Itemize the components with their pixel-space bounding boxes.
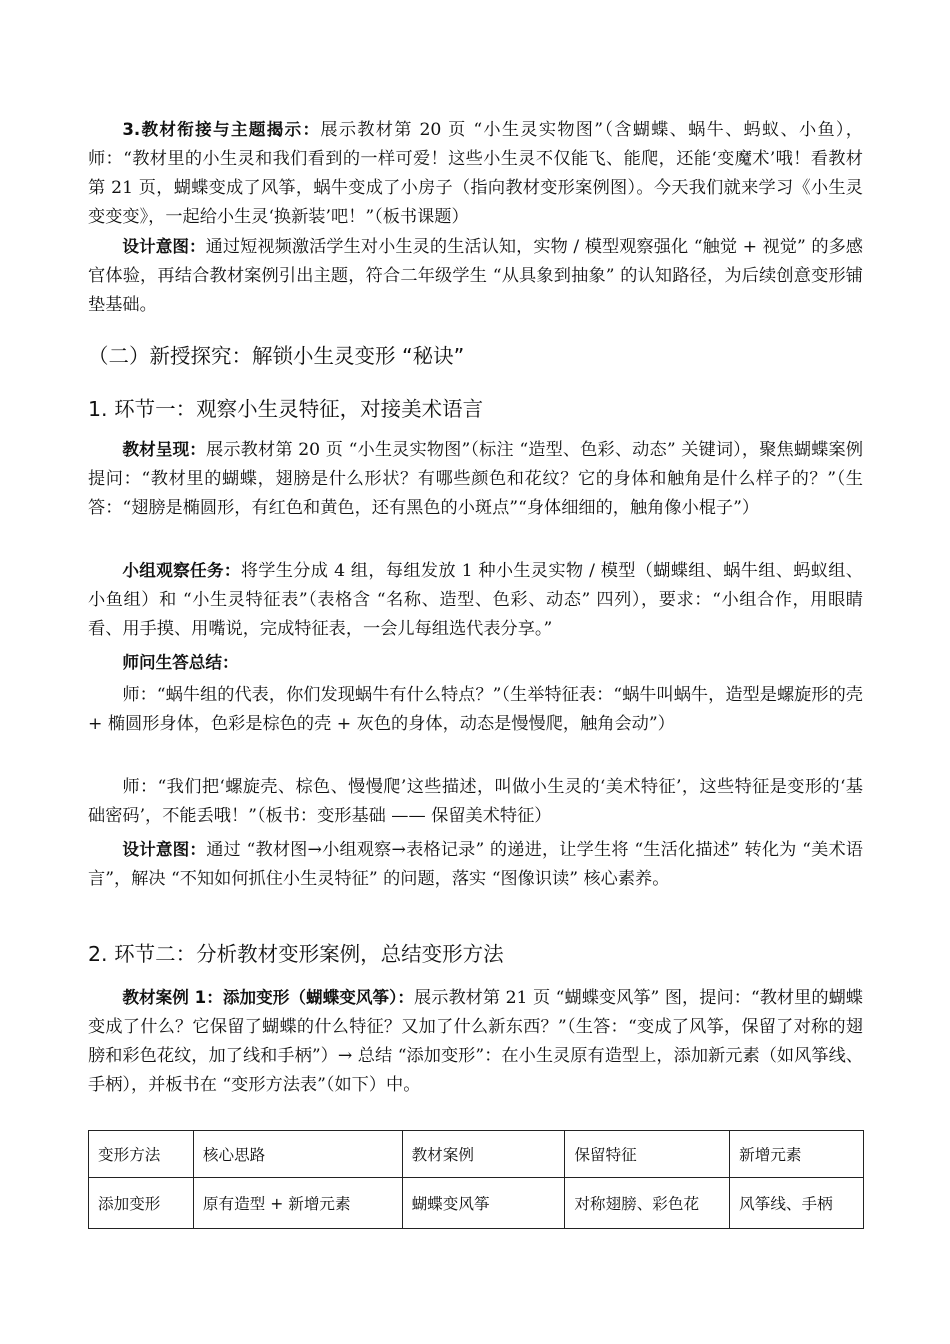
design-intent-text-1: 通过短视频激活学生对小生灵的生活认知，实物 / 模型观察强化 “触觉 + 视觉” 的多感官体验，再结合教材案例引出主题，符合二年级学生 “从具象到抽象” 的认知路径，为后续创意变形铺垫基础。: [88, 237, 863, 315]
heading-step-2: 2. 环节二：分析教材变形案例，总结变形方法: [88, 942, 504, 966]
material-presentation-text: 展示教材第 20 页 “小生灵实物图”（标注 “造型、色彩、动态” 关键词），聚焦蝴蝶案例提问：“教材里的蝴蝶，翅膀是什么形状？有哪些颜色和花纹？它的身体和触角是什么样子的？”（生答：“翅膀是椭圆形，有红色和黄色，还有黑色的小斑点”“身体细细的，触角像小棍子”）: [88, 440, 864, 518]
table-row: [89, 1178, 864, 1229]
material-presentation-label: 教材呈现：: [122, 440, 207, 459]
group-task-paragraph: [88, 556, 863, 644]
table-cell: 风筝线、手柄: [730, 1178, 864, 1229]
transform-methods-table: [88, 1130, 864, 1229]
table-header-row: [89, 1131, 864, 1178]
case-1-paragraph: [88, 983, 863, 1100]
material-presentation-paragraph: [88, 435, 863, 523]
design-intent-label-2: 设计意图：: [122, 840, 207, 859]
summary-label: 师问生答总结：: [122, 653, 239, 672]
section-3-text: 展示教材第 20 页 “小生灵实物图”（含蝴蝶、蜗牛、蚂蚁、小鱼），师：“教材里的小生灵和我们看到的一样可爱！这些小生灵不仅能飞、能爬，还能‘变魔术’哦！看教材第 21 页，蝴蝶变成了风筝，蜗牛变成了小房子（指向教材变形案例图）。今天我们就来学习《小生灵变变变》，一起给小生灵‘换新装’吧！”（板书课题）: [88, 120, 863, 227]
group-task-text: 将学生分成 4 组，每组发放 1 种小生灵实物 / 模型（蝴蝶组、蜗牛组、蚂蚁组、小鱼组）和 “小生灵特征表”（表格含 “名称、造型、色彩、动态” 四列），要求：“小组合作，用眼睛看、用手摸、用嘴说，完成特征表，一会儿每组选代表分享。”: [88, 561, 863, 639]
teacher-question-2: 师：“我们把‘螺旋壳、棕色、慢慢爬’这些描述，叫做小生灵的‘美术特征’，这些特征是变形的‘基础密码’，不能丢哦！”（板书：变形基础 —— 保留美术特征）: [88, 777, 863, 826]
table-cell: 蝴蝶变风筝: [402, 1178, 565, 1229]
table-header-cell: 变形方法: [89, 1131, 194, 1178]
heading-part-2: （二）新授探究：解锁小生灵变形 “秘诀”: [88, 344, 465, 368]
section-3-label: 3.教材衔接与主题揭示：: [122, 120, 321, 139]
table-header-cell: 核心思路: [193, 1131, 402, 1178]
table-header-cell: 新增元素: [730, 1131, 864, 1178]
table-cell: 原有造型 + 新增元素: [193, 1178, 402, 1229]
summary-label-paragraph: [88, 648, 863, 678]
table-cell: 对称翅膀、彩色花: [565, 1178, 730, 1229]
table-header-cell: 保留特征: [565, 1131, 730, 1178]
table-header-cell: 教材案例: [402, 1131, 565, 1178]
group-task-label: 小组观察任务：: [122, 561, 241, 580]
case-1-label: 教材案例 1：添加变形（蝴蝶变风筝）：: [122, 988, 415, 1007]
teacher-question-1: 师：“蜗牛组的代表，你们发现蜗牛有什么特点？”（生举特征表：“蜗牛叫蜗牛，造型是螺旋形的壳 + 椭圆形身体，色彩是棕色的壳 + 灰色的身体，动态是慢慢爬，触角会动”）: [88, 685, 863, 734]
design-intent-paragraph-1: [88, 232, 863, 320]
design-intent-paragraph-2: [88, 835, 863, 894]
design-intent-label-1: 设计意图：: [122, 237, 206, 256]
design-intent-text-2: 通过 “教材图→小组观察→表格记录” 的递进，让学生将 “生活化描述” 转化为 “美术语言”，解决 “不知如何抓住小生灵特征” 的问题，落实 “图像识读” 核心素养。: [88, 840, 863, 889]
table-cell: 添加变形: [89, 1178, 194, 1229]
heading-step-1: 1. 环节一：观察小生灵特征，对接美术语言: [88, 397, 484, 421]
case-1-text: 展示教材第 21 页 “蝴蝶变风筝” 图，提问：“教材里的蝴蝶变成了什么？它保留了蝴蝶的什么特征？又加了什么新东西？”（生答：“变成了风筝，保留了对称的翅膀和彩色花纹，加了线和手柄”）→ 总结 “添加变形”：在小生灵原有造型上，添加新元素（如风筝线、手柄），并板书在 “变形方法表”（如下）中。: [88, 988, 863, 1095]
section-3-paragraph: [88, 115, 863, 232]
